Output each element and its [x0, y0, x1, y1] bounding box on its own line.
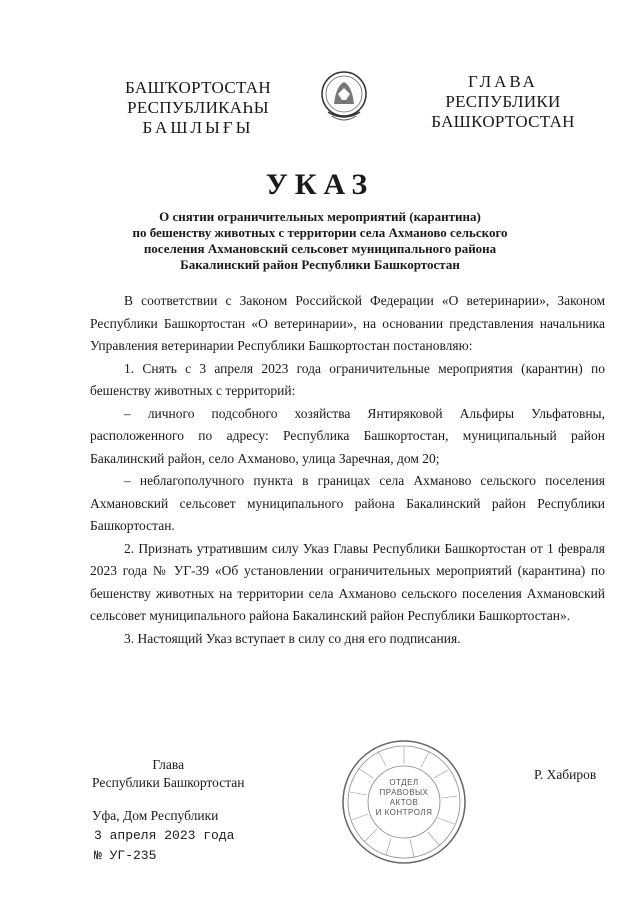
document-body — [90, 290, 605, 650]
signatory-position-line-2: Республики Башкортостан — [92, 775, 245, 790]
header-right-line-1: ГЛАВА — [468, 72, 538, 91]
coat-of-arms-emblem-icon — [318, 64, 370, 128]
signatory-position-line-1: Глава — [152, 757, 185, 772]
stamp-text — [364, 778, 444, 818]
signatory-position — [92, 756, 245, 792]
signatory-name: Р. Хабиров — [534, 767, 597, 782]
issue-date: 3 апреля 2023 года — [94, 828, 235, 843]
issue-place: Уфа, Дом Республики — [92, 808, 219, 823]
header-right-block — [418, 72, 588, 132]
subtitle-line: Бакалинский район Республики Башкортостан — [180, 257, 460, 272]
stamp-line: ОТДЕЛ — [389, 778, 419, 787]
header-left-line-2: РЕСПУБЛИКАҺЫ — [127, 98, 269, 117]
subtitle-line: по бешенству животных с территории села Ахманово сельского — [132, 225, 508, 240]
document-number: № УГ-235 — [94, 848, 157, 863]
subtitle-line: О снятии ограничительных мероприятий (карантина) — [159, 209, 481, 224]
paragraph-item-3: 3. Настоящий Указ вступает в силу со дня его подписания. — [124, 630, 461, 646]
header-right-line-2: РЕСПУБЛИКИ — [445, 92, 561, 111]
subtitle-line: поселения Ахмановский сельсовет муниципального района — [143, 241, 497, 256]
header-left-line-1: БАШҠОРТОСТАН — [125, 78, 271, 97]
document-title: УКАЗ — [265, 168, 375, 201]
stamp-line: И КОНТРОЛЯ — [375, 808, 433, 817]
paragraph-item-1: 1. Снять с 3 апреля 2023 года ограничительные мероприятия (карантин) по бешенству животных с территорий: — [90, 360, 605, 398]
paragraph-item-2: 2. Признать утратившим силу Указ Главы Республики Башкортостан от 1 февраля 2023 года № УГ-39 «Об установлении ограничительных мероприятий (карантина) по бешенству животных на территории села Ахманово сельского поселения Ахмановский сельсовет муниципального района Бакалинский район Республики Башкортостан». — [90, 540, 605, 623]
stamp-line: ПРАВОВЫХ АКТОВ — [379, 788, 429, 807]
header-right-line-3: БАШКОРТОСТАН — [431, 112, 575, 131]
header-left-line-3: БАШЛЫҒЫ — [142, 118, 254, 137]
document-subtitle — [120, 209, 520, 273]
header-left-block — [118, 78, 278, 138]
paragraph-preamble: В соответствии с Законом Российской Федерации «О ветеринарии», Законом Республики Башкортостан «О ветеринарии», на основании представления начальника Управления ветеринарии Республики Башкортостан постановляю: — [90, 293, 605, 353]
paragraph-subitem-1: – личного подсобного хозяйства Янтиряковой Альфиры Ульфатовны, расположенного по адресу: Республика Башкортостан, муниципальный район Бакалинский район, село Ахманово, улица Заречная, дом 20; — [90, 405, 605, 466]
paragraph-subitem-2: – неблагополучного пункта в границах села Ахманово сельского поселения Ахмановский сельсовет муниципального района Бакалинский район Республики Башкортостан. — [90, 473, 605, 533]
